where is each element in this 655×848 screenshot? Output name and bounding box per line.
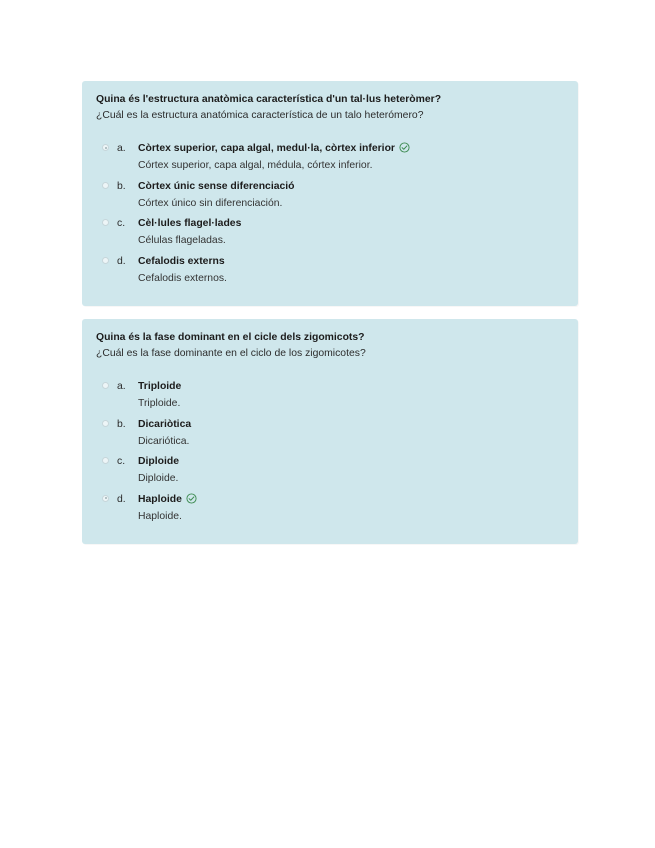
option-letter: a. [117,143,126,154]
option-label-catalan: Còrtex superior, capa algal, medul·la, còrtex inferior [138,142,410,155]
option-label-spanish: Córtex superior, capa algal, médula, córtex inferior. [138,160,373,171]
option-letter: c. [117,218,126,229]
option-label-spanish: Células flageladas. [138,235,226,246]
check-circle-icon [399,142,410,153]
answer-option-d[interactable] [96,255,578,293]
option-label-catalan: Cefalodis externs [138,255,225,267]
option-label-catalan: Còrtex únic sense diferenciació [138,180,295,192]
question-title: Quina és l'estructura anatòmica característica d'un tal·lus heteròmer? [96,94,442,105]
answer-option-b[interactable] [96,180,578,218]
option-label-spanish: Diploide. [138,473,179,484]
radio-button[interactable] [102,182,109,189]
option-label-spanish: Cefalodis externos. [138,272,227,284]
option-label-catalan: Diploide [138,456,179,467]
option-label-catalan: Haploide [138,493,197,506]
answer-option-b[interactable] [96,418,578,456]
option-letter: a. [117,381,126,392]
answer-options [96,142,578,292]
option-label-catalan: Dicariòtica [138,418,192,430]
option-label-spanish: Triploide. [138,398,181,409]
radio-button[interactable] [102,457,109,464]
option-letter: b. [117,418,126,430]
question-card-1 [82,81,578,306]
answer-option-c[interactable] [96,455,578,493]
answer-option-c[interactable] [96,217,578,255]
option-label-catalan: Triploide [138,381,182,392]
radio-button[interactable] [102,219,109,226]
option-letter: d. [117,255,126,267]
option-letter: d. [117,493,126,505]
option-label-catalan: Cèl·lules flagel·lades [138,218,242,229]
question-subtitle: ¿Cuál es la estructura anatómica característica de un talo heterómero? [96,110,424,121]
question-title: Quina és la fase dominant en el cicle dels zigomicots? [96,332,365,343]
question-card-2 [82,319,578,544]
option-label-spanish: Dicariótica. [138,435,190,447]
radio-button[interactable] [102,144,109,151]
option-label-spanish: Córtex único sin diferenciación. [138,197,283,209]
option-letter: b. [117,180,126,192]
answer-option-a[interactable] [96,380,578,418]
check-circle-icon [186,493,197,504]
answer-options [96,380,578,530]
radio-button[interactable] [102,420,109,427]
radio-button[interactable] [102,382,109,389]
radio-button[interactable] [102,495,109,502]
option-label-spanish: Haploide. [138,510,182,522]
answer-option-a[interactable] [96,142,578,180]
answer-option-d[interactable] [96,493,578,531]
radio-button[interactable] [102,257,109,264]
question-subtitle: ¿Cuál es la fase dominante en el ciclo de los zigomicotes? [96,348,366,359]
option-letter: c. [117,456,126,467]
